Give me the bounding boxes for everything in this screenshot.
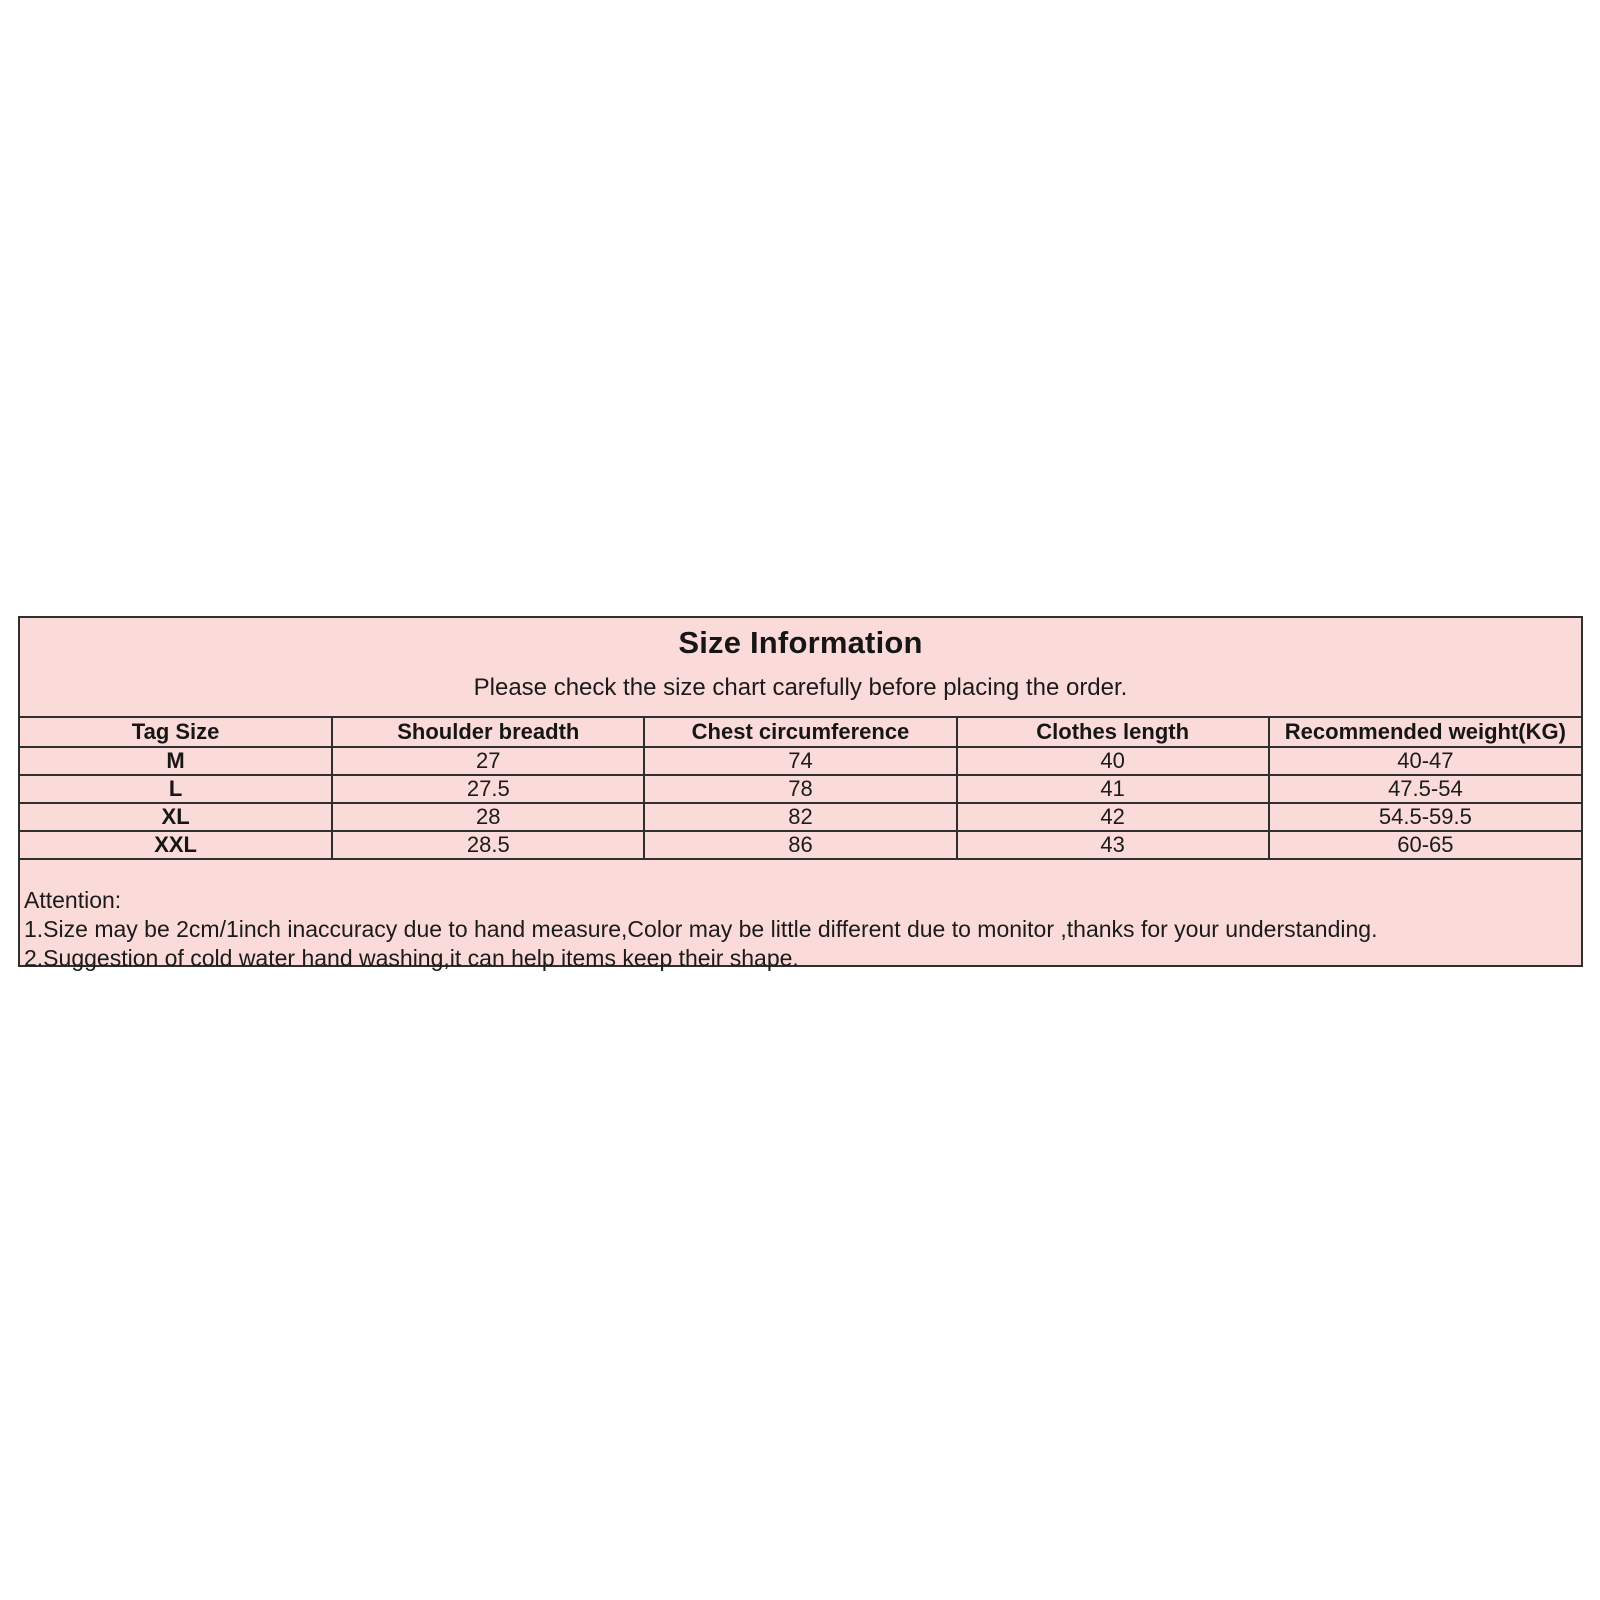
attention-note-1: 1.Size may be 2cm/1inch inaccuracy due to hand measure,Color may be little different due to monitor ,thanks for your understanding. — [24, 916, 1378, 942]
cell-recommended-weight: 47.5-54 — [1269, 775, 1581, 803]
column-header-tag-size: Tag Size — [20, 717, 332, 747]
column-header-recommended-weight: Recommended weight(KG) — [1269, 717, 1581, 747]
table-row-xl — [20, 803, 1581, 831]
table-row-l — [20, 775, 1581, 803]
cell-chest-circumference: 74 — [644, 747, 956, 775]
attention-note-2: 2.Suggestion of cold water hand washing,it can help items keep their shape. — [24, 945, 799, 971]
cell-shoulder-breadth: 28 — [332, 803, 644, 831]
table-row-m — [20, 747, 1581, 775]
cell-chest-circumference: 86 — [644, 831, 956, 859]
size-table — [20, 716, 1581, 860]
table-row-xxl — [20, 831, 1581, 859]
column-header-clothes-length: Clothes length — [957, 717, 1269, 747]
attention-section — [20, 860, 1581, 973]
cell-clothes-length: 42 — [957, 803, 1269, 831]
cell-shoulder-breadth: 27.5 — [332, 775, 644, 803]
panel-header — [20, 618, 1581, 716]
panel-subtitle: Please check the size chart carefully before placing the order. — [473, 674, 1128, 701]
size-table-body — [20, 747, 1581, 859]
cell-recommended-weight: 54.5-59.5 — [1269, 803, 1581, 831]
page-title: Size Information — [678, 625, 923, 660]
cell-chest-circumference: 78 — [644, 775, 956, 803]
size-table-head — [20, 717, 1581, 747]
size-information-panel — [18, 616, 1583, 971]
cell-shoulder-breadth: 27 — [332, 747, 644, 775]
cell-clothes-length: 41 — [957, 775, 1269, 803]
cell-tag-size: M — [20, 747, 332, 775]
column-header-shoulder-breadth: Shoulder breadth — [332, 717, 644, 747]
cell-recommended-weight: 60-65 — [1269, 831, 1581, 859]
cell-clothes-length: 43 — [957, 831, 1269, 859]
cell-recommended-weight: 40-47 — [1269, 747, 1581, 775]
cell-tag-size: XL — [20, 803, 332, 831]
cell-clothes-length: 40 — [957, 747, 1269, 775]
column-header-chest-circumference: Chest circumference — [644, 717, 956, 747]
size-table-header-row — [20, 717, 1581, 747]
cell-tag-size: L — [20, 775, 332, 803]
cell-chest-circumference: 82 — [644, 803, 956, 831]
cell-tag-size: XXL — [20, 831, 332, 859]
cell-shoulder-breadth: 28.5 — [332, 831, 644, 859]
attention-label: Attention: — [24, 887, 122, 913]
